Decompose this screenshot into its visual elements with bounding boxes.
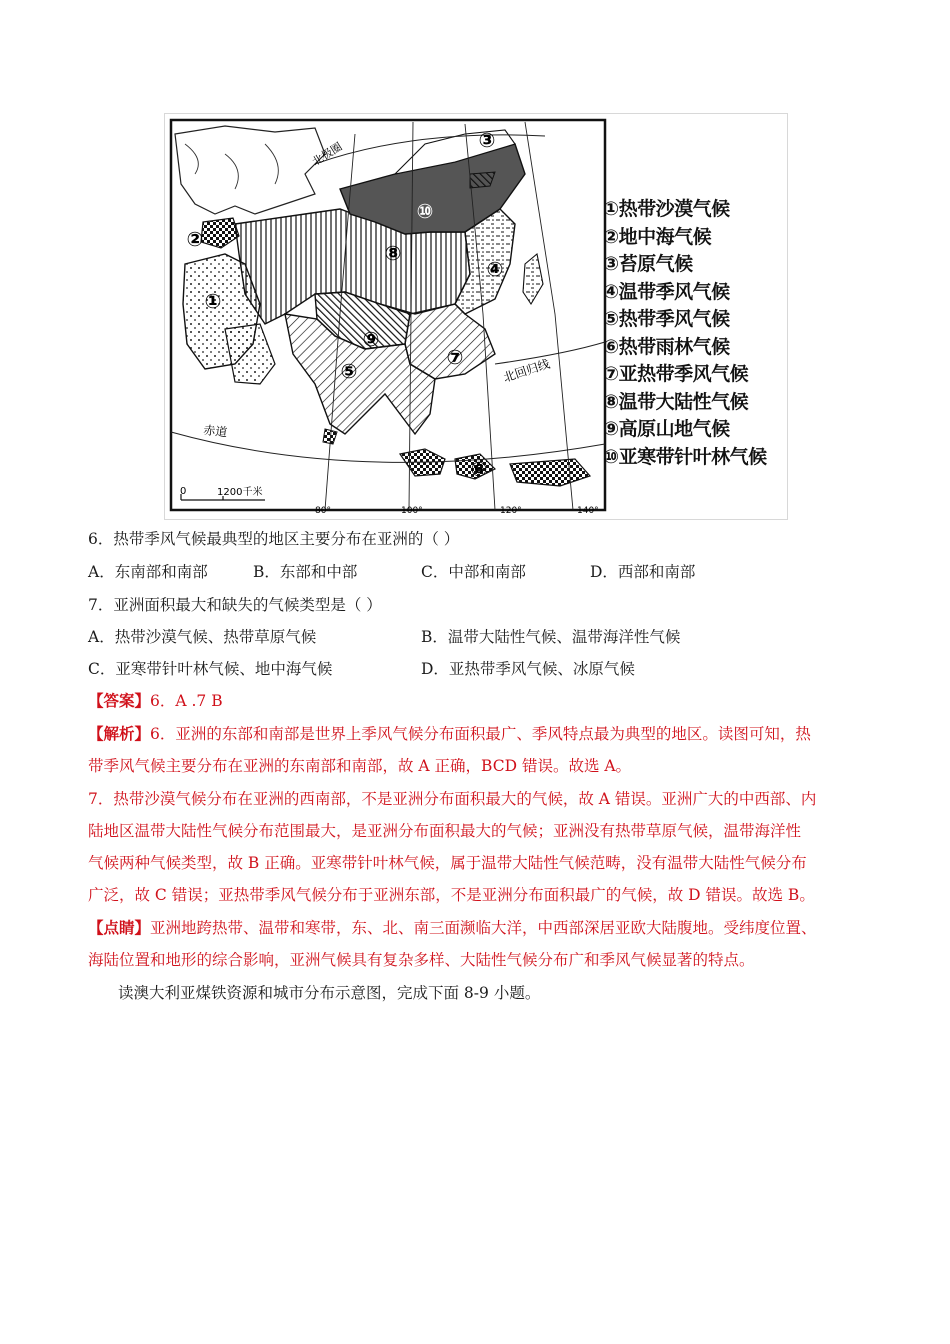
equator-label: 赤道 (202, 423, 229, 440)
zone-label-9: ⑨ (362, 327, 380, 351)
legend-item-temperate-continental: ⑧温带大陆性气候 (603, 390, 749, 413)
legend-item-subtropical-monsoon: ⑦亚热带季风气候 (603, 363, 749, 385)
zone-label-10: ⑩ (416, 199, 434, 223)
lon-80-label: 80° (315, 506, 331, 516)
zone-tropical-desert-arabia (225, 324, 275, 384)
zone-label-3: ③ (478, 128, 496, 152)
lon-140-label: 140° (577, 506, 599, 516)
question-6-option-c: C．中部和南部 (421, 563, 526, 581)
question-7-option-b: B．温带大陆性气候、温带海洋性气候 (421, 628, 681, 646)
climate-map-figure (164, 113, 788, 520)
zone-temperate-monsoon-japan (523, 254, 543, 304)
analysis-text-1: 6．亚洲的东部和南部是世界上季风气候分布面积最广、季风特点最为典型的地区。读图可知，热 (150, 725, 811, 743)
analysis-line-2: 带季风气候主要分布在亚洲的东南部和南部，故 A 正确，BCD 错误。故选 A。 (88, 757, 632, 775)
answer-tag: 【答案】 (88, 691, 151, 710)
zone-label-1: ① (204, 289, 222, 313)
next-question-intro: 读澳大利亚煤铁资源和城市分布示意图，完成下面 8-9 小题。 (118, 984, 541, 1002)
question-6-option-d: D．西部和南部 (590, 563, 696, 581)
legend-item-subarctic-coniferous: ⑩亚寒带针叶林气候 (603, 445, 767, 468)
zone-label-8: ⑧ (384, 241, 402, 265)
legend-item-tropical-monsoon: ⑤热带季风气候 (603, 308, 730, 330)
scale-label: 1200千米 (217, 487, 263, 498)
analysis-line-3: 7．热带沙漠气候分布在亚洲的西南部，不是亚洲分布面积最大的气候，故 A 错误。亚洲广大的中西部、内 (88, 790, 817, 808)
answer-line (88, 690, 223, 712)
analysis-tag: 【解析】 (88, 724, 151, 743)
zone-mediterranean (201, 218, 239, 248)
longitude-140 (525, 122, 573, 510)
scale-zero-label: 0 (180, 486, 187, 497)
question-7-option-a: A．热带沙漠气候、热带草原气候 (88, 628, 317, 646)
tip-tag: 【点睛】 (88, 918, 151, 937)
zone-rainforest-newguinea (510, 459, 590, 486)
zone-label-7: ⑦ (446, 345, 464, 369)
tropic-line (495, 342, 605, 364)
legend-item-tropical-rainforest: ⑥热带雨林气候 (603, 335, 730, 358)
analysis-line-1 (88, 723, 811, 745)
lon-100-label: 100° (401, 506, 423, 516)
tip-line-1 (88, 917, 817, 939)
legend-item-tropical-desert: ①热带沙漠气候 (603, 198, 730, 220)
equator-line (171, 432, 605, 462)
question-7-stem: 7．亚洲面积最大和缺失的气候类型是（ ） (88, 596, 382, 614)
zone-label-2: ② (186, 227, 204, 251)
question-6-option-b: B．东部和中部 (253, 563, 358, 581)
analysis-line-5: 气候两种气候类型，故 B 正确。亚寒带针叶林气候，属于温带大陆性气候范畴，没有温带大陆性气候分布 (88, 854, 807, 872)
legend-item-tundra: ③苔原气候 (603, 253, 693, 275)
arctic-label: 北极圈 (309, 140, 345, 169)
lon-120-label: 120° (500, 506, 522, 516)
question-6-option-a: A．东南部和南部 (88, 563, 208, 581)
answer-text: 6．A .7 B (150, 692, 223, 710)
zone-label-4: ④ (486, 257, 504, 281)
europe-coast-detail (185, 144, 278, 189)
legend-item-temperate-monsoon: ④温带季风气候 (603, 280, 730, 303)
analysis-line-6: 广泛，故 C 错误；亚热带季风气候分布于亚洲东部，不是亚洲分布面积最广的气候，故 D 错误。故选 B。 (88, 886, 815, 904)
tip-text-1: 亚洲地跨热带、温带和寒带，东、北、南三面濒临大洋，中西部深居亚欧大陆腹地。受纬度位置、 (150, 919, 817, 937)
zone-label-5: ⑤ (340, 359, 358, 383)
question-7-option-d: D．亚热带季风气候、冰原气候 (421, 660, 635, 678)
climate-legend (603, 196, 783, 471)
zone-label-6: ⑥ (470, 457, 488, 481)
tropic-label: 北回归线 (501, 356, 552, 385)
legend-item-plateau-mountain: ⑨高原山地气候 (603, 418, 730, 440)
question-7-option-c: C．亚寒带针叶林气候、地中海气候 (88, 660, 333, 678)
tip-line-2: 海陆位置和地形的综合影响，亚洲气候具有复杂多样、大陆性气候分布广和季风气候显著的特点。 (88, 951, 755, 969)
question-6-stem: 6．热带季风气候最典型的地区主要分布在亚洲的（ ） (88, 530, 460, 548)
analysis-line-4: 陆地区温带大陆性气候分布范围最大，是亚洲分布面积最大的气候；亚洲没有热带草原气候，温带海洋性 (88, 822, 802, 840)
legend-item-mediterranean: ②地中海气候 (603, 225, 712, 248)
